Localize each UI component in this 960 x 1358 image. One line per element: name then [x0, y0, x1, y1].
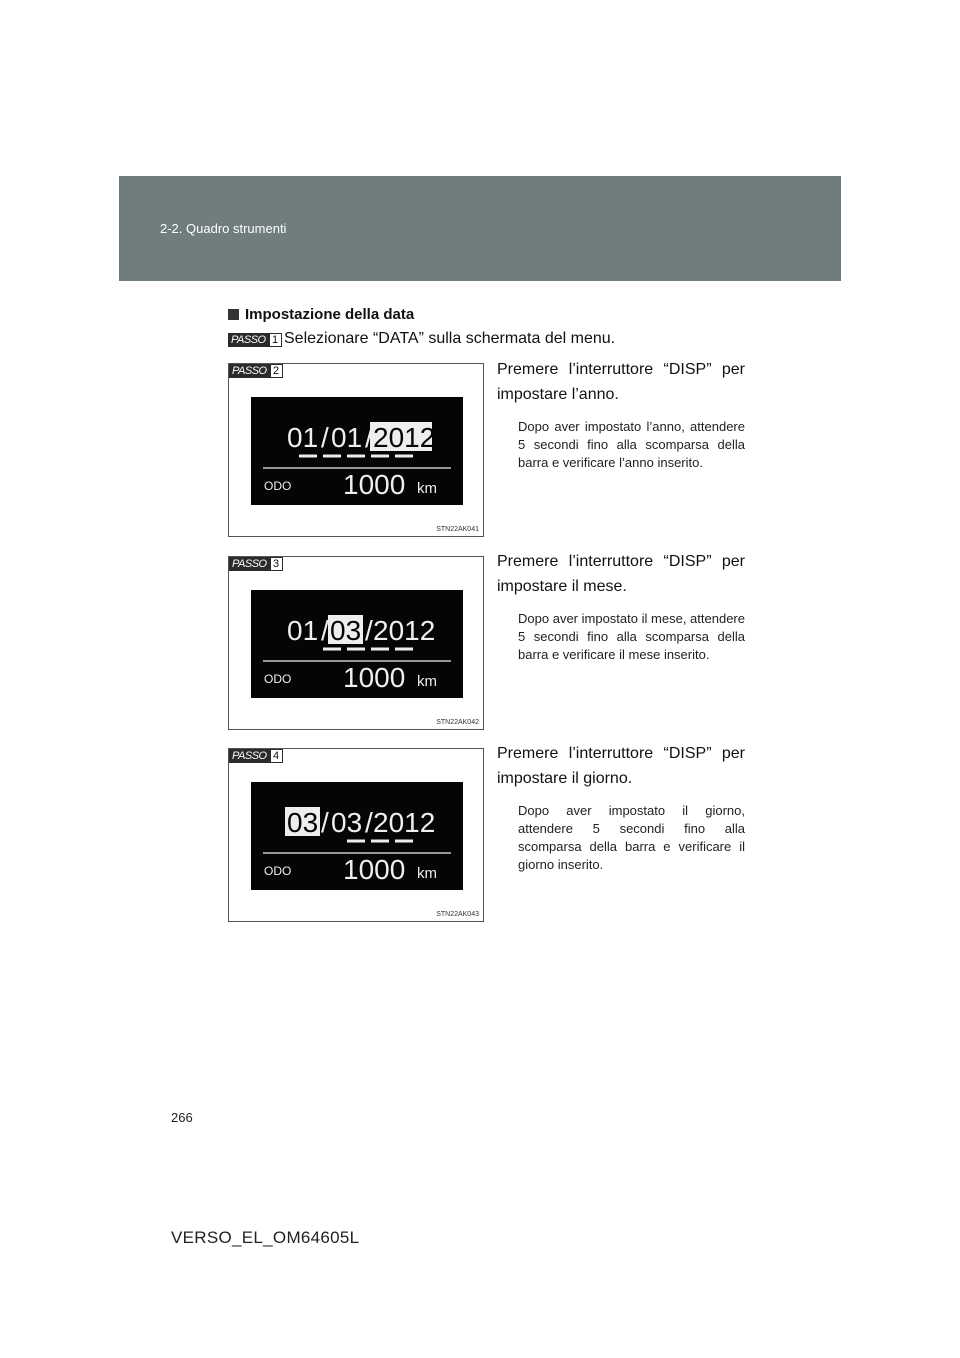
- date-sep: /: [321, 422, 329, 453]
- lcd-display: [251, 590, 463, 698]
- date-month: 01: [331, 422, 363, 453]
- date-year: 2012: [373, 615, 436, 646]
- step-1-text: Selezionare “DATA” sulla schermata del menu.: [284, 330, 616, 347]
- odo-unit: km: [417, 673, 437, 690]
- section-heading: [228, 306, 414, 323]
- date-sep: /: [365, 807, 373, 838]
- lcd-display: [251, 782, 463, 890]
- figure-code: STN22AK042: [436, 719, 479, 726]
- bullet-square-icon: [228, 309, 239, 320]
- date-month: 03: [331, 807, 363, 838]
- step-number: 4: [270, 749, 283, 763]
- date-sep: /: [321, 807, 329, 838]
- section-title: Impostazione della data: [245, 306, 415, 323]
- step-badge-3: [229, 557, 283, 571]
- step-2-note: Dopo aver impostato l’anno, attendere 5 secondi fino alla scomparsa della barra e verificare l’anno inserito.: [518, 419, 745, 470]
- step-word: PASSO: [229, 364, 270, 378]
- date-year: 2012: [373, 807, 436, 838]
- figure-step-4: [228, 748, 484, 922]
- step-badge-4: [229, 749, 283, 763]
- document-code: VERSO_EL_OM64605L: [171, 1228, 360, 1247]
- odo-label: ODO: [264, 479, 292, 493]
- step-3-note: Dopo aver impostato il mese, attendere 5 secondi fino alla scomparsa della barra e verificare il mese inserito.: [518, 611, 745, 662]
- lcd-display: [251, 397, 463, 505]
- odo-label: ODO: [264, 864, 292, 878]
- date-year: 2012: [373, 422, 436, 453]
- page-number: 266: [171, 1110, 193, 1125]
- step-number: 2: [270, 364, 283, 378]
- odo-unit: km: [417, 480, 437, 497]
- chapter-title: 2-2. Quadro strumenti: [160, 221, 287, 236]
- step-4-instruction: Premere l’interruttore “DISP” per impostare il giorno.: [497, 745, 745, 787]
- date-day: 01: [287, 422, 319, 453]
- odo-label: ODO: [264, 672, 292, 686]
- odo-value: 1000: [343, 469, 406, 500]
- date-sep: /: [321, 615, 329, 646]
- step-number: 3: [270, 557, 283, 571]
- chapter-header: [119, 176, 841, 281]
- step-number: 1: [269, 333, 282, 347]
- step-badge-2: [229, 364, 283, 378]
- step-3-instruction: Premere l’interruttore “DISP” per impostare il mese.: [497, 553, 745, 595]
- step-4-note: Dopo aver impostato il giorno, attendere 5 secondi fino alla scomparsa della barra e verificare il giorno inserito.: [518, 803, 745, 872]
- odo-value: 1000: [343, 854, 406, 885]
- figure-code: STN22AK043: [436, 911, 479, 918]
- figure-step-2: [228, 363, 484, 537]
- date-sep: /: [365, 422, 373, 453]
- date-day: 01: [287, 615, 319, 646]
- date-month: 03: [330, 615, 362, 646]
- step-word: PASSO: [229, 557, 270, 571]
- step-word: PASSO: [229, 749, 270, 763]
- figure-step-3: [228, 556, 484, 730]
- figure-code: STN22AK041: [436, 526, 479, 533]
- odo-unit: km: [417, 865, 437, 882]
- odo-value: 1000: [343, 662, 406, 693]
- step-2-instruction: Premere l’interruttore “DISP” per impostare l’anno.: [497, 361, 745, 403]
- date-day: 03: [287, 807, 319, 838]
- step-word: PASSO: [228, 333, 269, 347]
- date-sep: /: [365, 615, 373, 646]
- step-badge-1: [228, 333, 282, 347]
